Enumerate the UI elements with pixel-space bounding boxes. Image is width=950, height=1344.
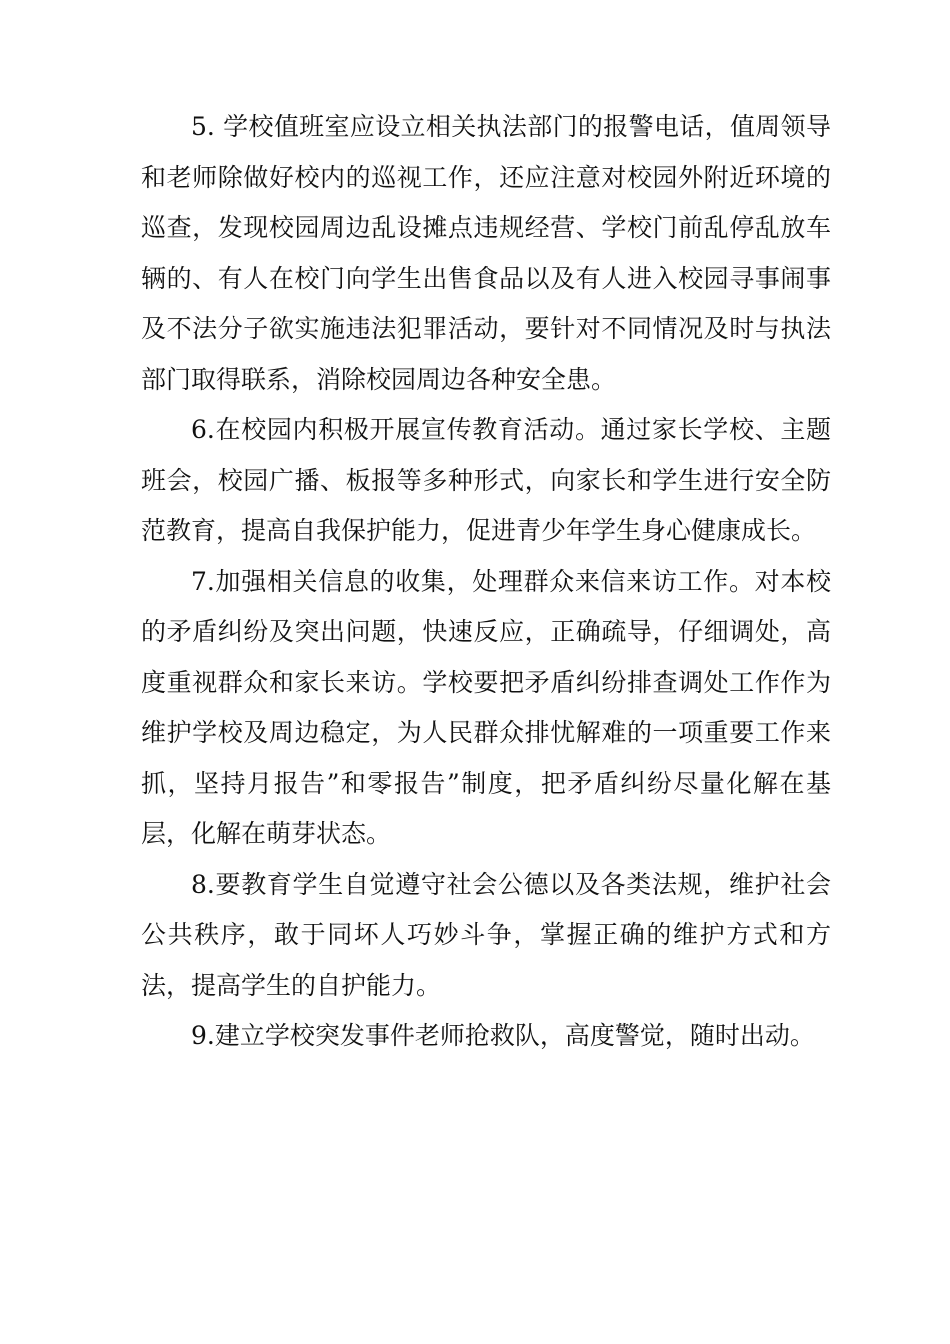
document-body [141, 102, 831, 1062]
paragraph-item-5: 5. 学校值班室应设立相关执法部门的报警电话，值周领导和老师除做好校内的巡视工作，还应注意对校园外附近环境的巡查，发现校园周边乱设摊点违规经营、学校门前乱停乱放车辆的、有人在校门向学生出售食品以及有人进入校园寻事闹事及不法分子欲实施违法犯罪活动，要针对不同情况及时与执法部门取得联系，消除校园周边各种安全患。 [141, 112, 831, 394]
paragraph-item-6: 6.在校园内积极开展宣传教育活动。通过家长学校、主题班会，校园广播、板报等多种形式，向家长和学生进行安全防范教育，提高自我保护能力，促进青少年学生身心健康成长。 [141, 415, 831, 545]
paragraph-item-8: 8.要教育学生自觉遵守社会公德以及各类法规，维护社会公共秩序，敢于同坏人巧妙斗争，掌握正确的维护方式和方法，提高学生的自护能力。 [141, 869, 831, 1000]
paragraph-item-7: 7.加强相关信息的收集，处理群众来信来访工作。对本校的矛盾纠纷及突出问题，快速反应，正确疏导，仔细调处，高度重视群众和家长来访。学校要把矛盾纠纷排查调处工作作为维护学校及周边稳定，为人民群众排忧解难的一项重要工作来抓，坚持月报告”和零报告”制度，把矛盾纠纷尽量化解在基层，化解在萌芽状态。 [141, 566, 831, 848]
paragraph-item-9: 9.建立学校突发事件老师抢救队，高度警觉，随时出动。 [191, 1021, 815, 1050]
